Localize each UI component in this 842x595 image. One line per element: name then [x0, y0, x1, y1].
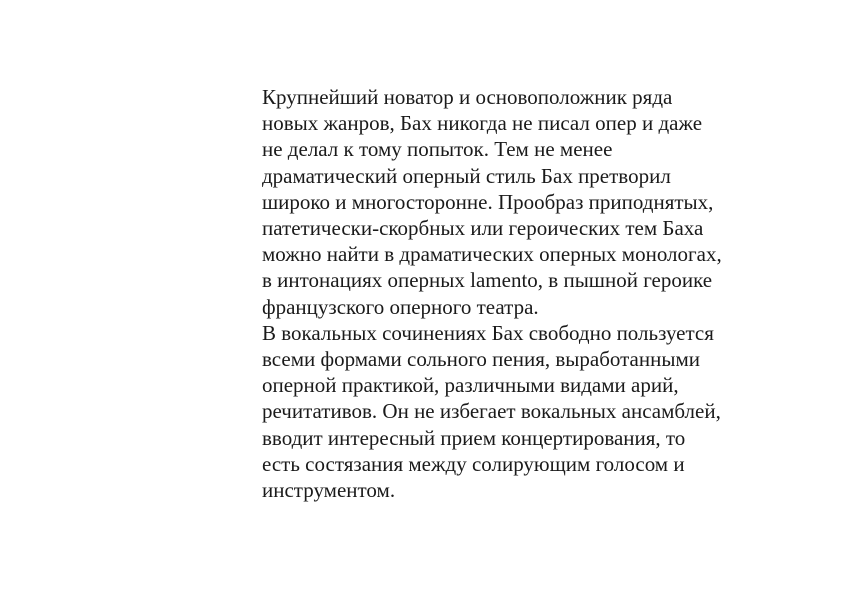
text-line: в интонациях оперных lamento, в пышной героике — [262, 268, 713, 293]
text-line: патетически-скорбных или героических тем Баха — [262, 216, 704, 241]
text-line: новых жанров, Бах никогда не писал опер и даже — [262, 111, 703, 136]
text-line: драматический оперный стиль Бах претворил — [262, 163, 671, 188]
text-line: речитативов. Он не избегает вокальных ансамблей, — [262, 399, 721, 424]
text-line: инструментом. — [262, 478, 396, 503]
text-line: всеми формами сольного пения, выработанными — [262, 347, 700, 372]
text-line: французского оперного театра. — [262, 294, 539, 319]
text-line: оперной практикой, различными видами арий, — [262, 373, 679, 398]
paragraph-opera-style — [262, 84, 782, 320]
text-line: вводит интересный прием концертирования, то — [262, 425, 686, 450]
paragraph-vocal-works — [262, 320, 782, 503]
text-line: есть состязания между солирующим голосом и — [262, 451, 685, 476]
text-line: можно найти в драматических оперных монологах, — [262, 242, 722, 267]
text-line: В вокальных сочинениях Бах свободно пользуется — [262, 320, 714, 345]
text-line: широко и многосторонне. Прообраз приподнятых, — [262, 189, 714, 214]
text-line: не делал к тому попыток. Тем не менее — [262, 137, 613, 162]
body-text — [262, 84, 782, 503]
text-line: Крупнейший новатор и основоположник ряда — [262, 85, 673, 109]
